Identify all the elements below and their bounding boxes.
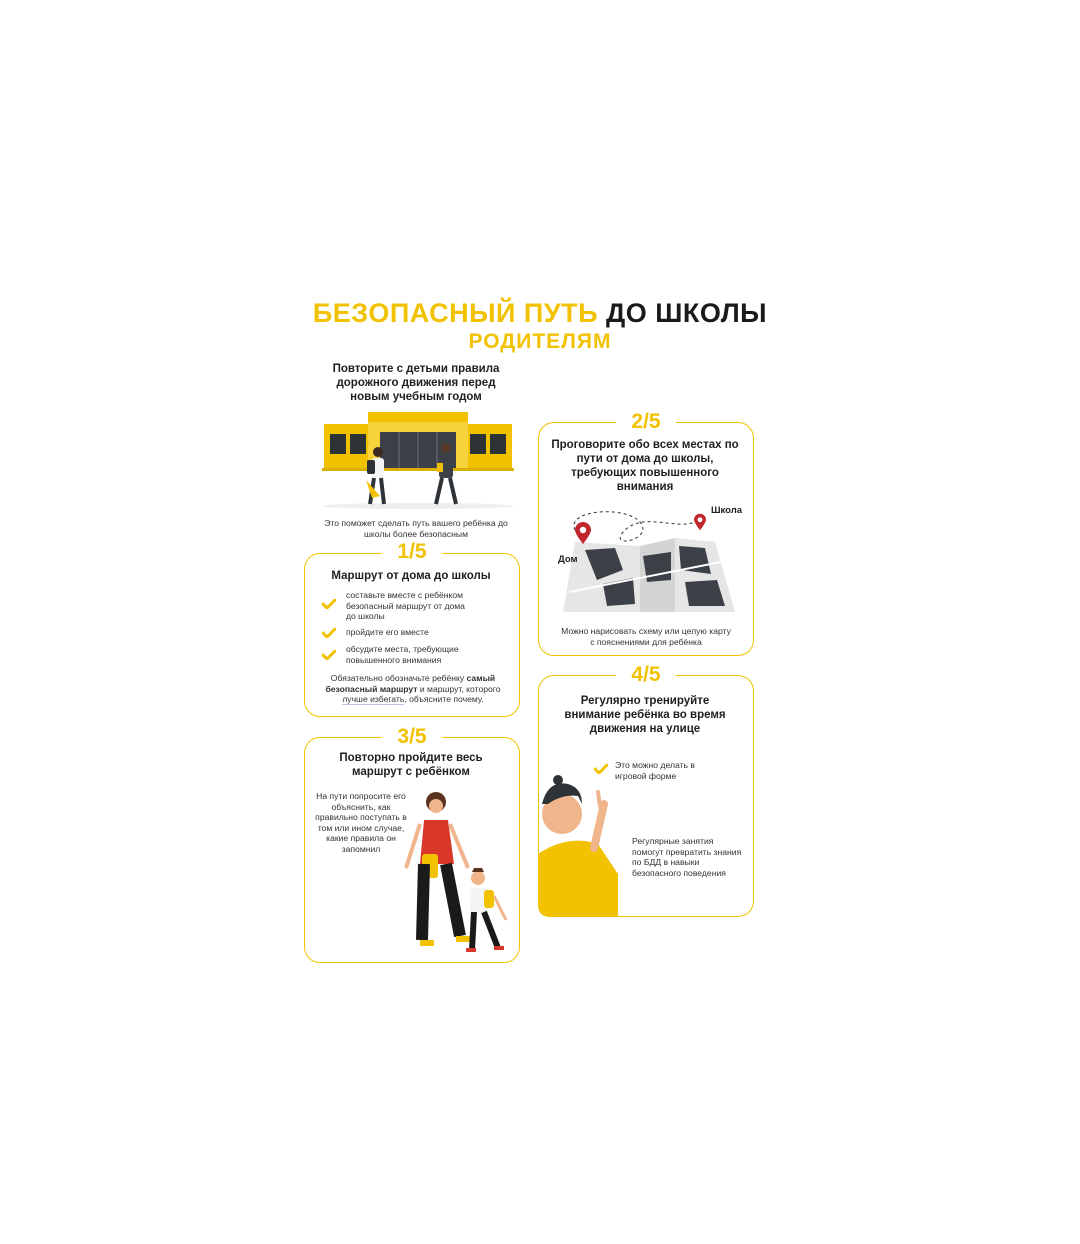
check-icon: [322, 628, 336, 638]
step-1-title: Маршрут от дома до школы: [331, 570, 491, 582]
check-icon: [594, 764, 608, 774]
step-3-title: Повторно пройдите весь маршрут с ребёнком: [339, 752, 483, 778]
step-2-note: Можно нарисовать схему или целую карту с пояснениями для ребёнка: [561, 626, 731, 647]
step-4-title: Регулярно тренируйте внимание ребёнка во время движения на улице: [564, 695, 726, 735]
avoid-route-emphasis: лучше избегать: [342, 694, 405, 704]
step-1-item-3: обсудите места, требующие повышенного внимания: [346, 644, 459, 665]
step-3-number: 3/5: [382, 725, 442, 749]
step-1-item-1: составьте вместе с ребёнком безопасный маршрут от дома до школы: [346, 590, 465, 621]
step-4-item: Это можно делать в игровой форме: [615, 760, 695, 781]
home-pin-icon: [574, 521, 592, 545]
intro-note: Это поможет сделать путь вашего ребёнка до школы более безопасным: [324, 518, 508, 539]
step-4-note: Регулярные занятия помогут превратить знания по БДД в навыки безопасного поведения: [632, 836, 742, 878]
step-2-number: 2/5: [616, 410, 676, 434]
title-part-dark: ДО ШКОЛЫ: [606, 298, 768, 328]
step-1-number: 1/5: [382, 540, 442, 564]
school-label: Школа: [711, 505, 743, 516]
step-1-item-2: пройдите его вместе: [346, 627, 429, 637]
boy-pointing-illustration: [538, 774, 638, 917]
step-2-title: Проговорите обо всех местах по пути от дома до школы, требующих повышенного внимания: [551, 439, 739, 493]
step-4-number: 4/5: [616, 663, 676, 687]
home-label: Дом: [558, 554, 578, 565]
school-pin-icon: [693, 513, 707, 531]
intro-heading: Повторите с детьми правила дорожного движения перед новым учебным годом: [332, 363, 500, 403]
page-subtitle: РОДИТЕЛЯМ: [468, 330, 612, 353]
safe-route-emphasis: самый безопасный маршрут: [325, 673, 496, 694]
step-1-note: Обязательно обозначьте ребёнку самый безопасный маршрут и маршрут, которого лучше избегать, объясните почему.: [325, 673, 501, 704]
parent-child-illustration: [402, 784, 514, 956]
page-title: [0, 298, 1080, 329]
step-3-note: На пути попросите его объяснить, как правильно поступать в том или ином случае, какие правила он запомнил: [315, 791, 407, 854]
school-illustration: [318, 408, 518, 514]
check-icon: [322, 599, 336, 609]
title-part-yellow: БЕЗОПАСНЫЙ ПУТЬ: [312, 298, 599, 328]
check-icon: [322, 650, 336, 660]
